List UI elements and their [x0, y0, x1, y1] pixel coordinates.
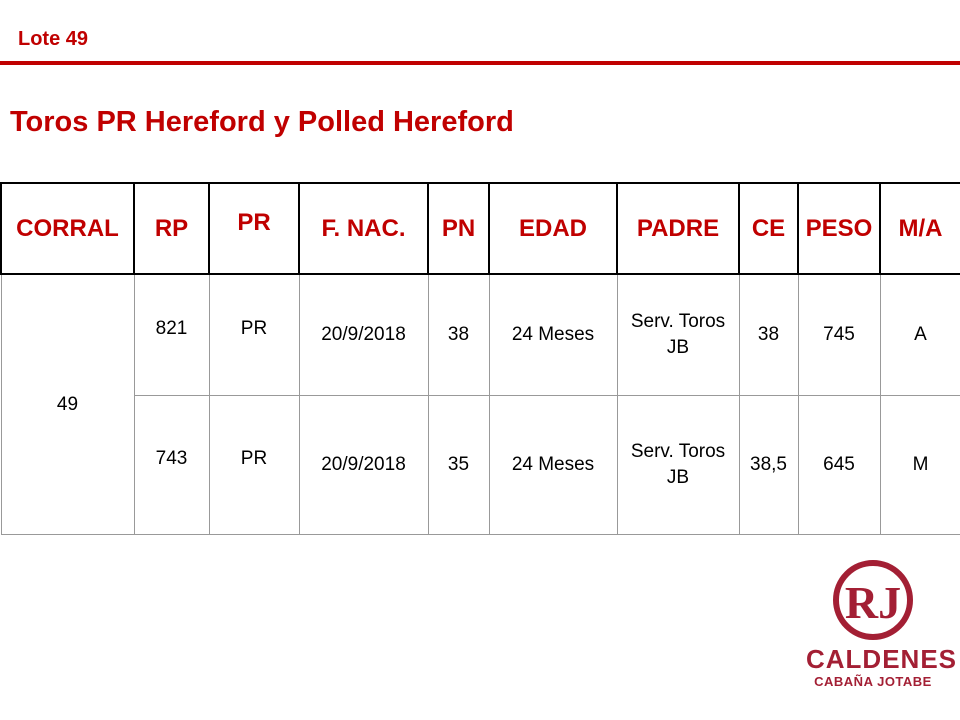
pr-cell — [209, 396, 299, 535]
page-title: Toros PR Hereford y Polled Hereford — [10, 106, 514, 138]
column-header-pn: PN — [428, 183, 489, 274]
caldenes-logo — [806, 560, 958, 700]
column-header-ma: M/A — [880, 183, 960, 274]
ce-cell: 38,5 — [739, 396, 798, 535]
column-header-peso: PESO — [798, 183, 880, 274]
padre-cell: Serv. Toros JB — [617, 274, 739, 396]
ma-cell: M — [880, 396, 960, 535]
table-row — [1, 274, 960, 396]
column-header-ce: CE — [739, 183, 798, 274]
header-divider — [0, 61, 960, 65]
edad-cell: 24 Meses — [489, 274, 617, 396]
monogram-text: RJ — [844, 577, 902, 628]
brand-name: CALDENES — [806, 644, 958, 674]
corral-cell: 49 — [1, 274, 134, 535]
rp-value: 821 — [155, 318, 188, 339]
column-header-pr — [209, 183, 299, 274]
pr-value: PR — [240, 318, 268, 339]
peso-cell: 645 — [798, 396, 880, 535]
pn-cell: 35 — [428, 396, 489, 535]
ce-cell: 38 — [739, 274, 798, 396]
fnac-cell: 20/9/2018 — [299, 396, 428, 535]
column-header-pr-label: PR — [237, 208, 271, 236]
rp-cell — [134, 396, 209, 535]
rj-monogram-icon — [806, 560, 940, 644]
brand-subtitle: CABAÑA JOTABE — [814, 674, 932, 689]
rp-value: 743 — [155, 448, 188, 469]
column-header-corral: CORRAL — [1, 183, 134, 274]
pn-cell: 38 — [428, 274, 489, 396]
lot-label: Lote 49 — [18, 28, 89, 50]
pr-cell — [209, 274, 299, 396]
lot-table — [0, 182, 960, 535]
table-row — [1, 396, 960, 535]
column-header-padre: PADRE — [617, 183, 739, 274]
table-header-row — [1, 183, 960, 274]
column-header-fnac: F. NAC. — [299, 183, 428, 274]
padre-cell: Serv. Toros JB — [617, 396, 739, 535]
rp-cell — [134, 274, 209, 396]
column-header-rp: RP — [134, 183, 209, 274]
ma-cell: A — [880, 274, 960, 396]
pr-value: PR — [240, 448, 268, 469]
fnac-cell: 20/9/2018 — [299, 274, 428, 396]
edad-cell: 24 Meses — [489, 396, 617, 535]
column-header-edad: EDAD — [489, 183, 617, 274]
peso-cell: 745 — [798, 274, 880, 396]
